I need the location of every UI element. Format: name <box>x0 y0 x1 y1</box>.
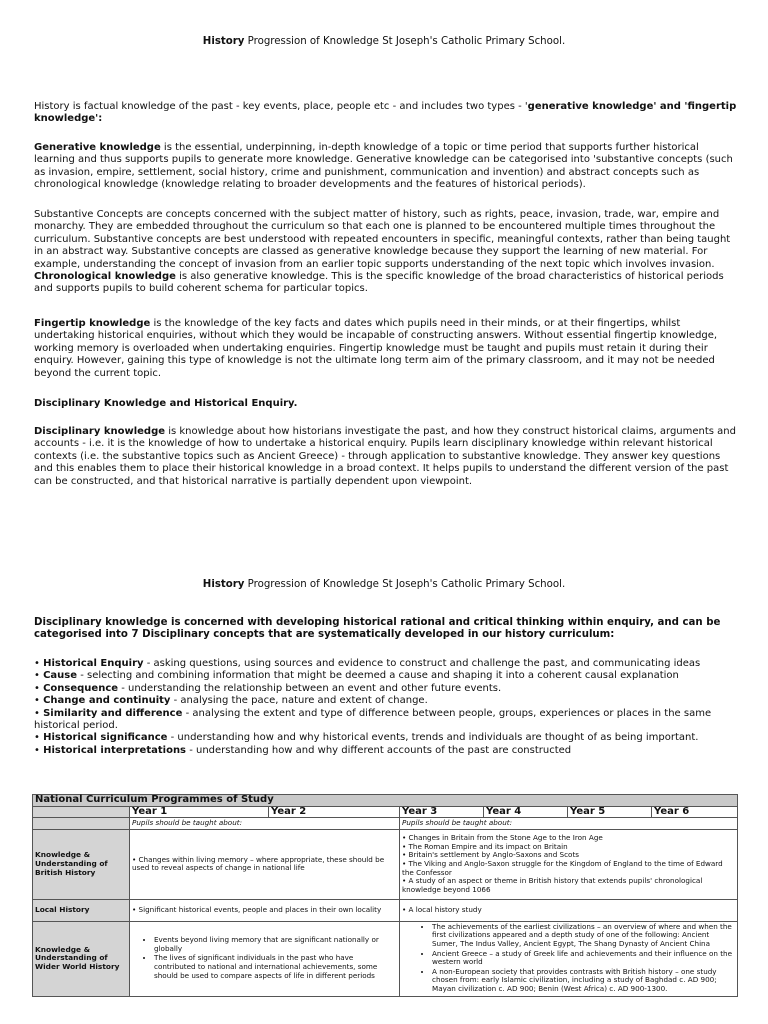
ks1-subheader: Pupils should be taught about: <box>130 818 400 830</box>
row-header-local: Local History <box>33 899 130 921</box>
disciplinary-paragraph: Disciplinary knowledge is knowledge about how historians investigate the past, and how they construct historical claims, arguments and accounts - i.e. it is the knowledge of how to undertake a historical enquiry. Pupils learn disciplinary knowledge within relevant historical contexts (i.e. the substantive topics such as Ancient Greece) - through application to substantive knowledge. They answer key questions and this enables them to place their historical knowledge in a broad context. It helps pupils to understand the different version of the past can be constructed, and that historical narrative is partially dependent upon viewpoint. <box>34 426 736 487</box>
year-3-header: Year 3 <box>400 806 484 818</box>
year-4-header: Year 4 <box>484 806 568 818</box>
list-item: • Events beyond living memory that are significant nationally or globally <box>154 936 397 953</box>
row-header-world: Knowledge & Understanding of Wider World History <box>33 921 130 996</box>
world-ks1-cell <box>130 921 400 996</box>
disciplinary-concepts-list <box>34 658 738 757</box>
list-item: • A study of an aspect or theme in British history that extends pupils' chronological knowledge beyond 1066 <box>402 876 703 894</box>
table-corner <box>33 806 130 818</box>
list-item: • The Roman Empire and its impact on Britain <box>402 841 568 851</box>
generative-paragraph: Generative knowledge is the essential, underpinning, in-depth knowledge of a topic or time period that supports further historical learning and thus supports pupils to generate more knowledge. Generative knowledge can be categorised into 'substantive concepts (such as invasion, empire, settlement, social history, crime and punishment, communication and invention) and abstract concepts such as chronological knowledge (knowledge relating to broader developments and the features of historical periods). <box>34 142 733 191</box>
british-ks2-cell <box>400 829 738 899</box>
table-caption: National Curriculum Programmes of Study <box>33 795 738 807</box>
intro-paragraph: History is factual knowledge of the past - key events, place, people etc - and includes two types - 'generative knowledge' and 'fingertip knowledge': <box>34 101 737 125</box>
list-item: • Britain's settlement by Anglo-Saxons and Scots <box>402 850 580 860</box>
list-item: • The lives of significant individuals in the past who have contributed to national and international achievements, some should be used to compare aspects of life in different periods <box>154 954 397 980</box>
year-1-header: Year 1 <box>130 806 269 818</box>
row-header-british: Knowledge & Understanding of British History <box>33 829 130 899</box>
year-2-header: Year 2 <box>269 806 400 818</box>
list-item: • The Viking and Anglo-Saxon struggle for the Kingdom of England to the time of Edward the Confessor <box>402 858 723 877</box>
page-title-2: History Progression of Knowledge St Joseph's Catholic Primary School. <box>202 579 566 590</box>
list-item: • Historical Enquiry - asking questions, using sources and evidence to construct and challenge the past, and communicating ideas <box>34 658 701 669</box>
local-ks2-cell: • A local history study <box>400 899 738 921</box>
ks2-subheader: Pupils should be taught about: <box>400 818 738 830</box>
substantive-paragraph: Substantive Concepts are concepts concerned with the subject matter of history, such as rights, peace, invasion, trade, war, empire and monarchy. They are embedded throughout the curriculum so that each one is planned to be encountered multiple times throughout the curriculum. Substantive concepts are best understood with repeated encounters in specific, meaningful contexts, rather than being taught in an abstract way. Substantive concepts are classed as generative knowledge because they support the learning of new material. For example, understanding the concept of invasion from an earlier topic supports understanding of the next topic which involves invasion. Chronological knowledge is also generative knowledge. This is the specific knowledge of the broad characteristics of historical periods and supports pupils to build coherent schema for particular topics. <box>34 209 731 295</box>
local-ks1-cell: • Significant historical events, people and places in their own locality <box>130 899 400 921</box>
list-item: • Changes in Britain from the Stone Age to the Iron Age <box>402 833 603 843</box>
disciplinary-heading: Disciplinary Knowledge and Historical Enquiry. <box>34 398 298 409</box>
disciplinary-intro: Disciplinary knowledge is concerned with developing historical rational and critical thinking within enquiry, and can be categorised into 7 Disciplinary concepts that are systematically developed in our history curriculum: <box>34 617 721 641</box>
list-item: • Historical significance - understanding how and why historical events, trends and individuals are thought of as being important. <box>34 732 699 744</box>
list-item: • Historical interpretations - understanding how and why different accounts of the past are constructed <box>34 744 572 756</box>
british-ks1-cell: • Changes within living memory – where appropriate, these should be used to reveal aspects of change in national life <box>130 829 400 899</box>
list-item: • Change and continuity - analysing the pace, nature and extent of change. <box>34 695 428 707</box>
world-ks2-cell <box>400 921 738 996</box>
list-item: • Cause - selecting and combining information that might be deemed a cause and shaping it into a coherent causal explanation <box>34 670 679 682</box>
list-item: • The achievements of the earliest civilizations – an overview of where and when the first civilizations appeared and a depth study of one of the following: Ancient Sumer, The Indus Valley, Ancient Egypt, The Shang Dynasty of Ancient China <box>432 923 735 949</box>
year-6-header: Year 6 <box>652 806 738 818</box>
table-corner <box>33 818 130 830</box>
list-item: • Consequence - understanding the relationship between an event and other future events. <box>34 682 502 694</box>
curriculum-table <box>32 794 738 997</box>
list-item: • Similarity and difference - analysing the extent and type of difference between people, groups, experiences or places in the same historical period. <box>34 707 712 732</box>
list-item: • A non-European society that provides contrasts with British history – one study chosen from: early Islamic civilization, including a study of Baghdad c. AD 900; Mayan civilization c. AD 900; Benin (West Africa) c. AD 900-1300. <box>432 968 735 994</box>
page-title: History Progression of Knowledge St Joseph's Catholic Primary School. <box>202 36 566 47</box>
fingertip-paragraph: Fingertip knowledge is the knowledge of the key facts and dates which pupils need in their minds, or at their fingertips, whilst undertaking historical enquiries, without which they would be incapable of constructing answers. Without essential fingertip knowledge, working memory is overloaded when undertaking enquiries. Fingertip knowledge must be taught and pupils must retain it during their enquiry. However, gaining this type of knowledge is not the ultimate long term aim of the primary classroom, and it may not be needed beyond the current topic. <box>34 318 718 379</box>
list-item: • Ancient Greece – a study of Greek life and achievements and their influence on the western world <box>432 950 735 967</box>
year-5-header: Year 5 <box>568 806 652 818</box>
